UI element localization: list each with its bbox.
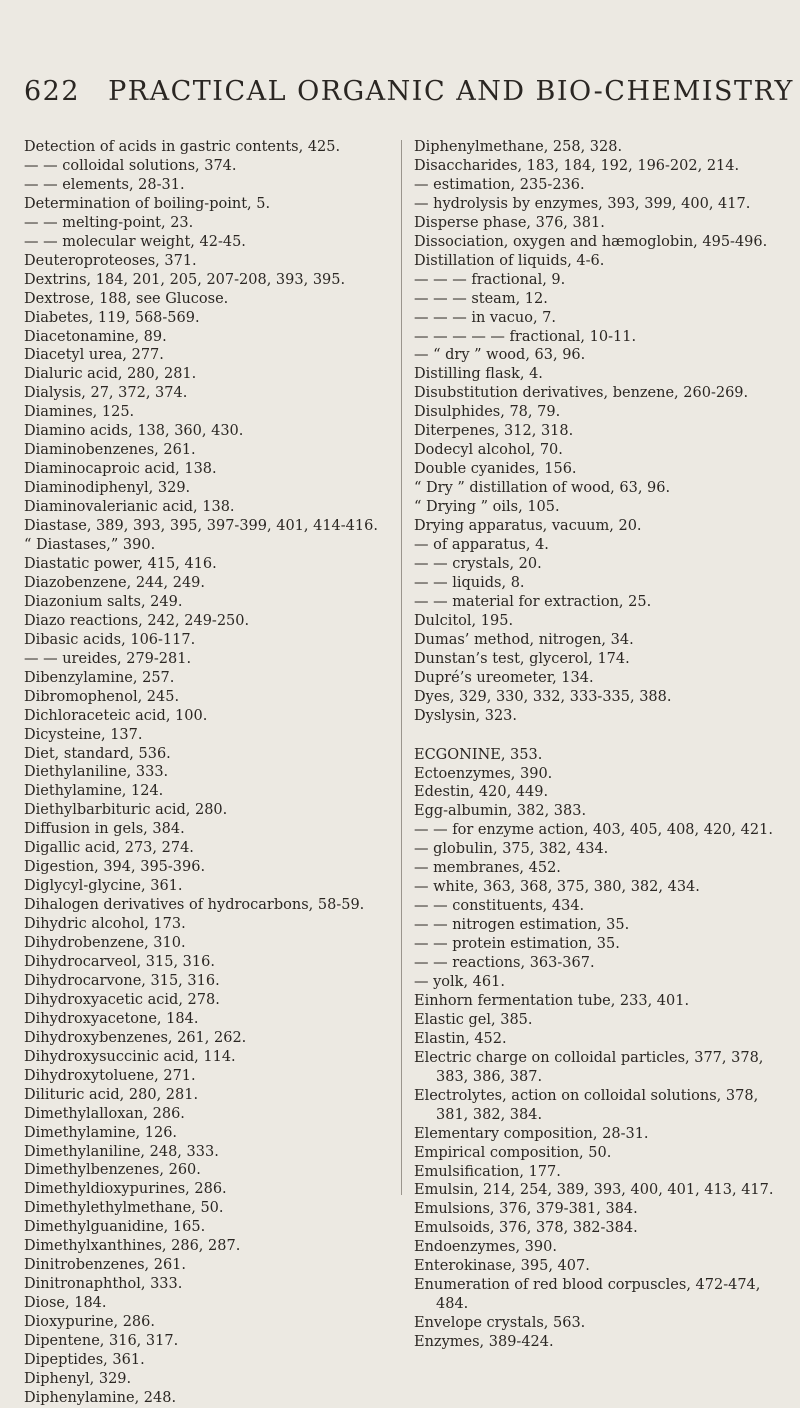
index-entry: “ Drying ” oils, 105. [414, 499, 560, 516]
index-entry: Drying apparatus, vacuum, 20. [414, 518, 642, 535]
index-entry: Dimethylalloxan, 286. [24, 1105, 185, 1122]
index-entry: Envelope crystals, 563. [414, 1315, 586, 1332]
index-entry: Einhorn fermentation tube, 233, 401. [414, 992, 690, 1009]
index-entry: — — — — — fractional, 10-11. [414, 328, 637, 345]
index-entry: Diphenylmethane, 258, 328. [414, 139, 623, 155]
index-entry: Diaminovalerianic acid, 138. [24, 499, 235, 516]
index-entry: — — — in vacuo, 7. [414, 309, 556, 326]
index-entry: Dialysis, 27, 372, 374. [24, 385, 188, 402]
index-entry: Elastin, 452. [414, 1030, 507, 1047]
index-entry: Diphenyl, 329. [24, 1370, 132, 1387]
index-entry: Digestion, 394, 395-396. [24, 859, 206, 876]
index-entry: Dimethylbenzenes, 260. [24, 1162, 201, 1179]
index-entry: Dipentene, 316, 317. [24, 1333, 179, 1350]
index-entry: Dioxypurine, 286. [24, 1314, 155, 1331]
index-entry: Diose, 184. [24, 1295, 107, 1312]
index-entry: Diterpenes, 312, 318. [414, 423, 574, 440]
index-entry: Dyes, 329, 330, 332, 333-335, 388. [414, 688, 672, 705]
index-entry: — estimation, 235-236. [414, 176, 585, 193]
index-entry: — — elements, 28-31. [24, 176, 185, 193]
index-entry: Edestin, 420, 449. [414, 784, 549, 801]
index-entry: — — — fractional, 9. [414, 271, 566, 288]
index-entry: Distilling flask, 4. [414, 366, 543, 383]
index-entry: Dipeptides, 361. [24, 1352, 145, 1368]
index-entry: Dunstan’s test, glycerol, 174. [414, 650, 630, 667]
index-entry: — — liquids, 8. [414, 574, 525, 591]
index-entry: Disaccharides, 183, 184, 192, 196-202, 214. [414, 157, 740, 174]
index-entry: Dihydroxybenzenes, 261, 262. [24, 1029, 247, 1046]
index-entry: Enzymes, 389-424. [414, 1334, 554, 1351]
index-entry: Diazo reactions, 242, 249-250. [24, 612, 250, 629]
index-entry: Dissociation, oxygen and hæmoglobin, 495-496. [414, 233, 768, 250]
index-section-e [414, 746, 782, 1353]
index-entry: Dihydrobenzene, 310. [24, 935, 186, 952]
index-entry: Dihydroxysuccinic acid, 114. [24, 1048, 236, 1065]
index-entry: Diastatic power, 415, 416. [24, 555, 217, 572]
index-entry: “ Diastases,” 390. [24, 537, 156, 554]
index-entry: Double cyanides, 156. [414, 461, 577, 478]
index-entry: Diaminobenzenes, 261. [24, 442, 196, 459]
index-entry: Dyslysin, 323. [414, 707, 518, 724]
index-entry: Diastase, 389, 393, 395, 397-399, 401, 414-416. [24, 518, 378, 535]
index-entry: — — reactions, 363-367. [414, 955, 595, 972]
index-entry: Dihydroxyacetone, 184. [24, 1010, 199, 1027]
index-entry: Electric charge on colloidal particles, 377, 378, 383, 386, 387. [414, 1049, 764, 1085]
index-entry: Dicysteine, 137. [24, 726, 143, 743]
index-entry: — — molecular weight, 42-45. [24, 233, 246, 250]
index-entry: ECGONINE, 353. [414, 746, 543, 763]
index-entry: Emulsification, 177. [414, 1163, 561, 1180]
index-entry: Enterokinase, 395, 407. [414, 1258, 590, 1275]
index-entry: Dihydrocarvone, 315, 316. [24, 972, 220, 989]
index-entry: Dextrins, 184, 201, 205, 207-208, 393, 395. [24, 271, 346, 288]
index-entry: — of apparatus, 4. [414, 537, 549, 554]
index-entry: — — melting-point, 23. [24, 214, 194, 231]
index-entry: — — — steam, 12. [414, 290, 548, 307]
index-entry: Deuteroproteoses, 371. [24, 252, 197, 269]
index-entry: — — nitrogen estimation, 35. [414, 917, 630, 934]
index-entry: — — protein estimation, 35. [414, 936, 620, 953]
index-entry: Diazonium salts, 249. [24, 593, 183, 610]
index-entry: Elastic gel, 385. [414, 1011, 533, 1028]
index-entry: Dimethylguanidine, 165. [24, 1219, 206, 1236]
index-column-left [24, 138, 394, 1408]
index-entry: Dimethylamine, 126. [24, 1124, 178, 1141]
index-entry: Diamino acids, 138, 360, 430. [24, 423, 244, 440]
index-entry: Diethylamine, 124. [24, 783, 164, 800]
index-entry: Diabetes, 119, 568-569. [24, 309, 200, 326]
index-entry: Dupré’s ureometer, 134. [414, 669, 594, 686]
index-entry: — — crystals, 20. [414, 555, 542, 572]
index-entry: — white, 363, 368, 375, 380, 382, 434. [414, 879, 700, 896]
index-entry: Detection of acids in gastric contents, 425. [24, 139, 341, 155]
index-entry: Enumeration of red blood corpuscles, 472-474, 484. [414, 1277, 761, 1313]
section-gap [414, 726, 782, 746]
index-entry: Diaminodiphenyl, 329. [24, 480, 191, 497]
index-entry: — yolk, 461. [414, 973, 505, 990]
index-entry: — — ureides, 279-281. [24, 650, 192, 667]
index-entry: Dibenzylamine, 257. [24, 669, 175, 686]
index-entry: Dihydroxytoluene, 271. [24, 1067, 196, 1084]
index-entry: Diglycyl-glycine, 361. [24, 878, 183, 895]
index-entry: Emulsoids, 376, 378, 382-384. [414, 1220, 638, 1237]
index-entry: Distillation of liquids, 4-6. [414, 252, 605, 269]
index-entry: Dimethylethylmethane, 50. [24, 1200, 224, 1217]
index-entry: Dihydric alcohol, 173. [24, 916, 186, 933]
page-number: 622 [24, 76, 81, 107]
index-entry: — “ dry ” wood, 63, 96. [414, 347, 586, 364]
index-entry: Digallic acid, 273, 274. [24, 840, 194, 857]
index-entry: Diphenylamine, 248. [24, 1389, 177, 1406]
index-entry: Dichloraceteic acid, 100. [24, 707, 208, 724]
running-header [24, 76, 794, 107]
index-entry: Electrolytes, action on colloidal solutions, 378, 381, 382, 384. [414, 1087, 759, 1123]
index-entry: Dinitronaphthol, 333. [24, 1276, 183, 1293]
index-entry: Dimethylxanthines, 286, 287. [24, 1238, 241, 1255]
index-entry: Diaminocaproic acid, 138. [24, 461, 217, 478]
index-section-d [414, 138, 782, 726]
index-entry: Ectoenzymes, 390. [414, 765, 553, 782]
index-entry: Emulsions, 376, 379-381, 384. [414, 1201, 638, 1218]
index-entry: Emulsin, 214, 254, 389, 393, 400, 401, 413, 417. [414, 1182, 774, 1199]
index-entry: Diamines, 125. [24, 404, 135, 421]
index-entry: Dihydroxyacetic acid, 278. [24, 991, 220, 1008]
index-entry: Disubstitution derivatives, benzene, 260-269. [414, 385, 749, 402]
index-entry: Empirical composition, 50. [414, 1144, 612, 1161]
index-entry: — membranes, 452. [414, 860, 561, 877]
index-entry: — globulin, 375, 382, 434. [414, 841, 609, 858]
column-divider [401, 140, 402, 1195]
index-entry: Diazobenzene, 244, 249. [24, 574, 206, 591]
index-entry: Dibromophenol, 245. [24, 688, 180, 705]
index-entry: Disperse phase, 376, 381. [414, 214, 605, 231]
index-entry: Diacetonamine, 89. [24, 328, 167, 345]
index-entry: Dibasic acids, 106-117. [24, 631, 196, 648]
index-entry: Dimethyldioxypurines, 286. [24, 1181, 227, 1198]
index-entry: — — constituents, 434. [414, 898, 585, 915]
index-entry: Elementary composition, 28-31. [414, 1125, 649, 1142]
index-entry: Disulphides, 78, 79. [414, 404, 561, 421]
index-entry: Dihydrocarveol, 315, 316. [24, 953, 215, 970]
index-entry: Dumas’ method, nitrogen, 34. [414, 631, 634, 648]
index-entry: Dodecyl alcohol, 70. [414, 442, 563, 459]
index-entry: Diethylbarbituric acid, 280. [24, 802, 228, 819]
index-entry: Endoenzymes, 390. [414, 1239, 557, 1256]
running-title: PRACTICAL ORGANIC AND BIO-CHEMISTRY [108, 76, 794, 107]
index-entry: — — for enzyme action, 403, 405, 408, 420, 421. [414, 822, 773, 839]
index-entry: Dulcitol, 195. [414, 612, 514, 629]
index-entry: Determination of boiling-point, 5. [24, 195, 271, 212]
index-entry: Egg-albumin, 382, 383. [414, 803, 587, 820]
index-entry: Dilituric acid, 280, 281. [24, 1086, 199, 1103]
index-entry: — — material for extraction, 25. [414, 593, 652, 610]
index-entry: “ Dry ” distillation of wood, 63, 96. [414, 480, 671, 497]
index-entry: Dihalogen derivatives of hydrocarbons, 58-59. [24, 897, 365, 914]
index-entry: Dialuric acid, 280, 281. [24, 366, 197, 383]
index-entry: — hydrolysis by enzymes, 393, 399, 400, 417. [414, 195, 751, 212]
index-entry: Diffusion in gels, 384. [24, 821, 185, 838]
index-entry: Dinitrobenzenes, 261. [24, 1257, 187, 1274]
index-column-right [414, 138, 782, 1352]
index-entry: Dimethylaniline, 248, 333. [24, 1143, 219, 1160]
index-entry: — — colloidal solutions, 374. [24, 157, 237, 174]
index-entry: Diacetyl urea, 277. [24, 347, 164, 364]
index-entry: Diethylaniline, 333. [24, 764, 169, 781]
index-entry: Diet, standard, 536. [24, 745, 171, 762]
index-entry: Dextrose, 188, see Glucose. [24, 290, 229, 307]
